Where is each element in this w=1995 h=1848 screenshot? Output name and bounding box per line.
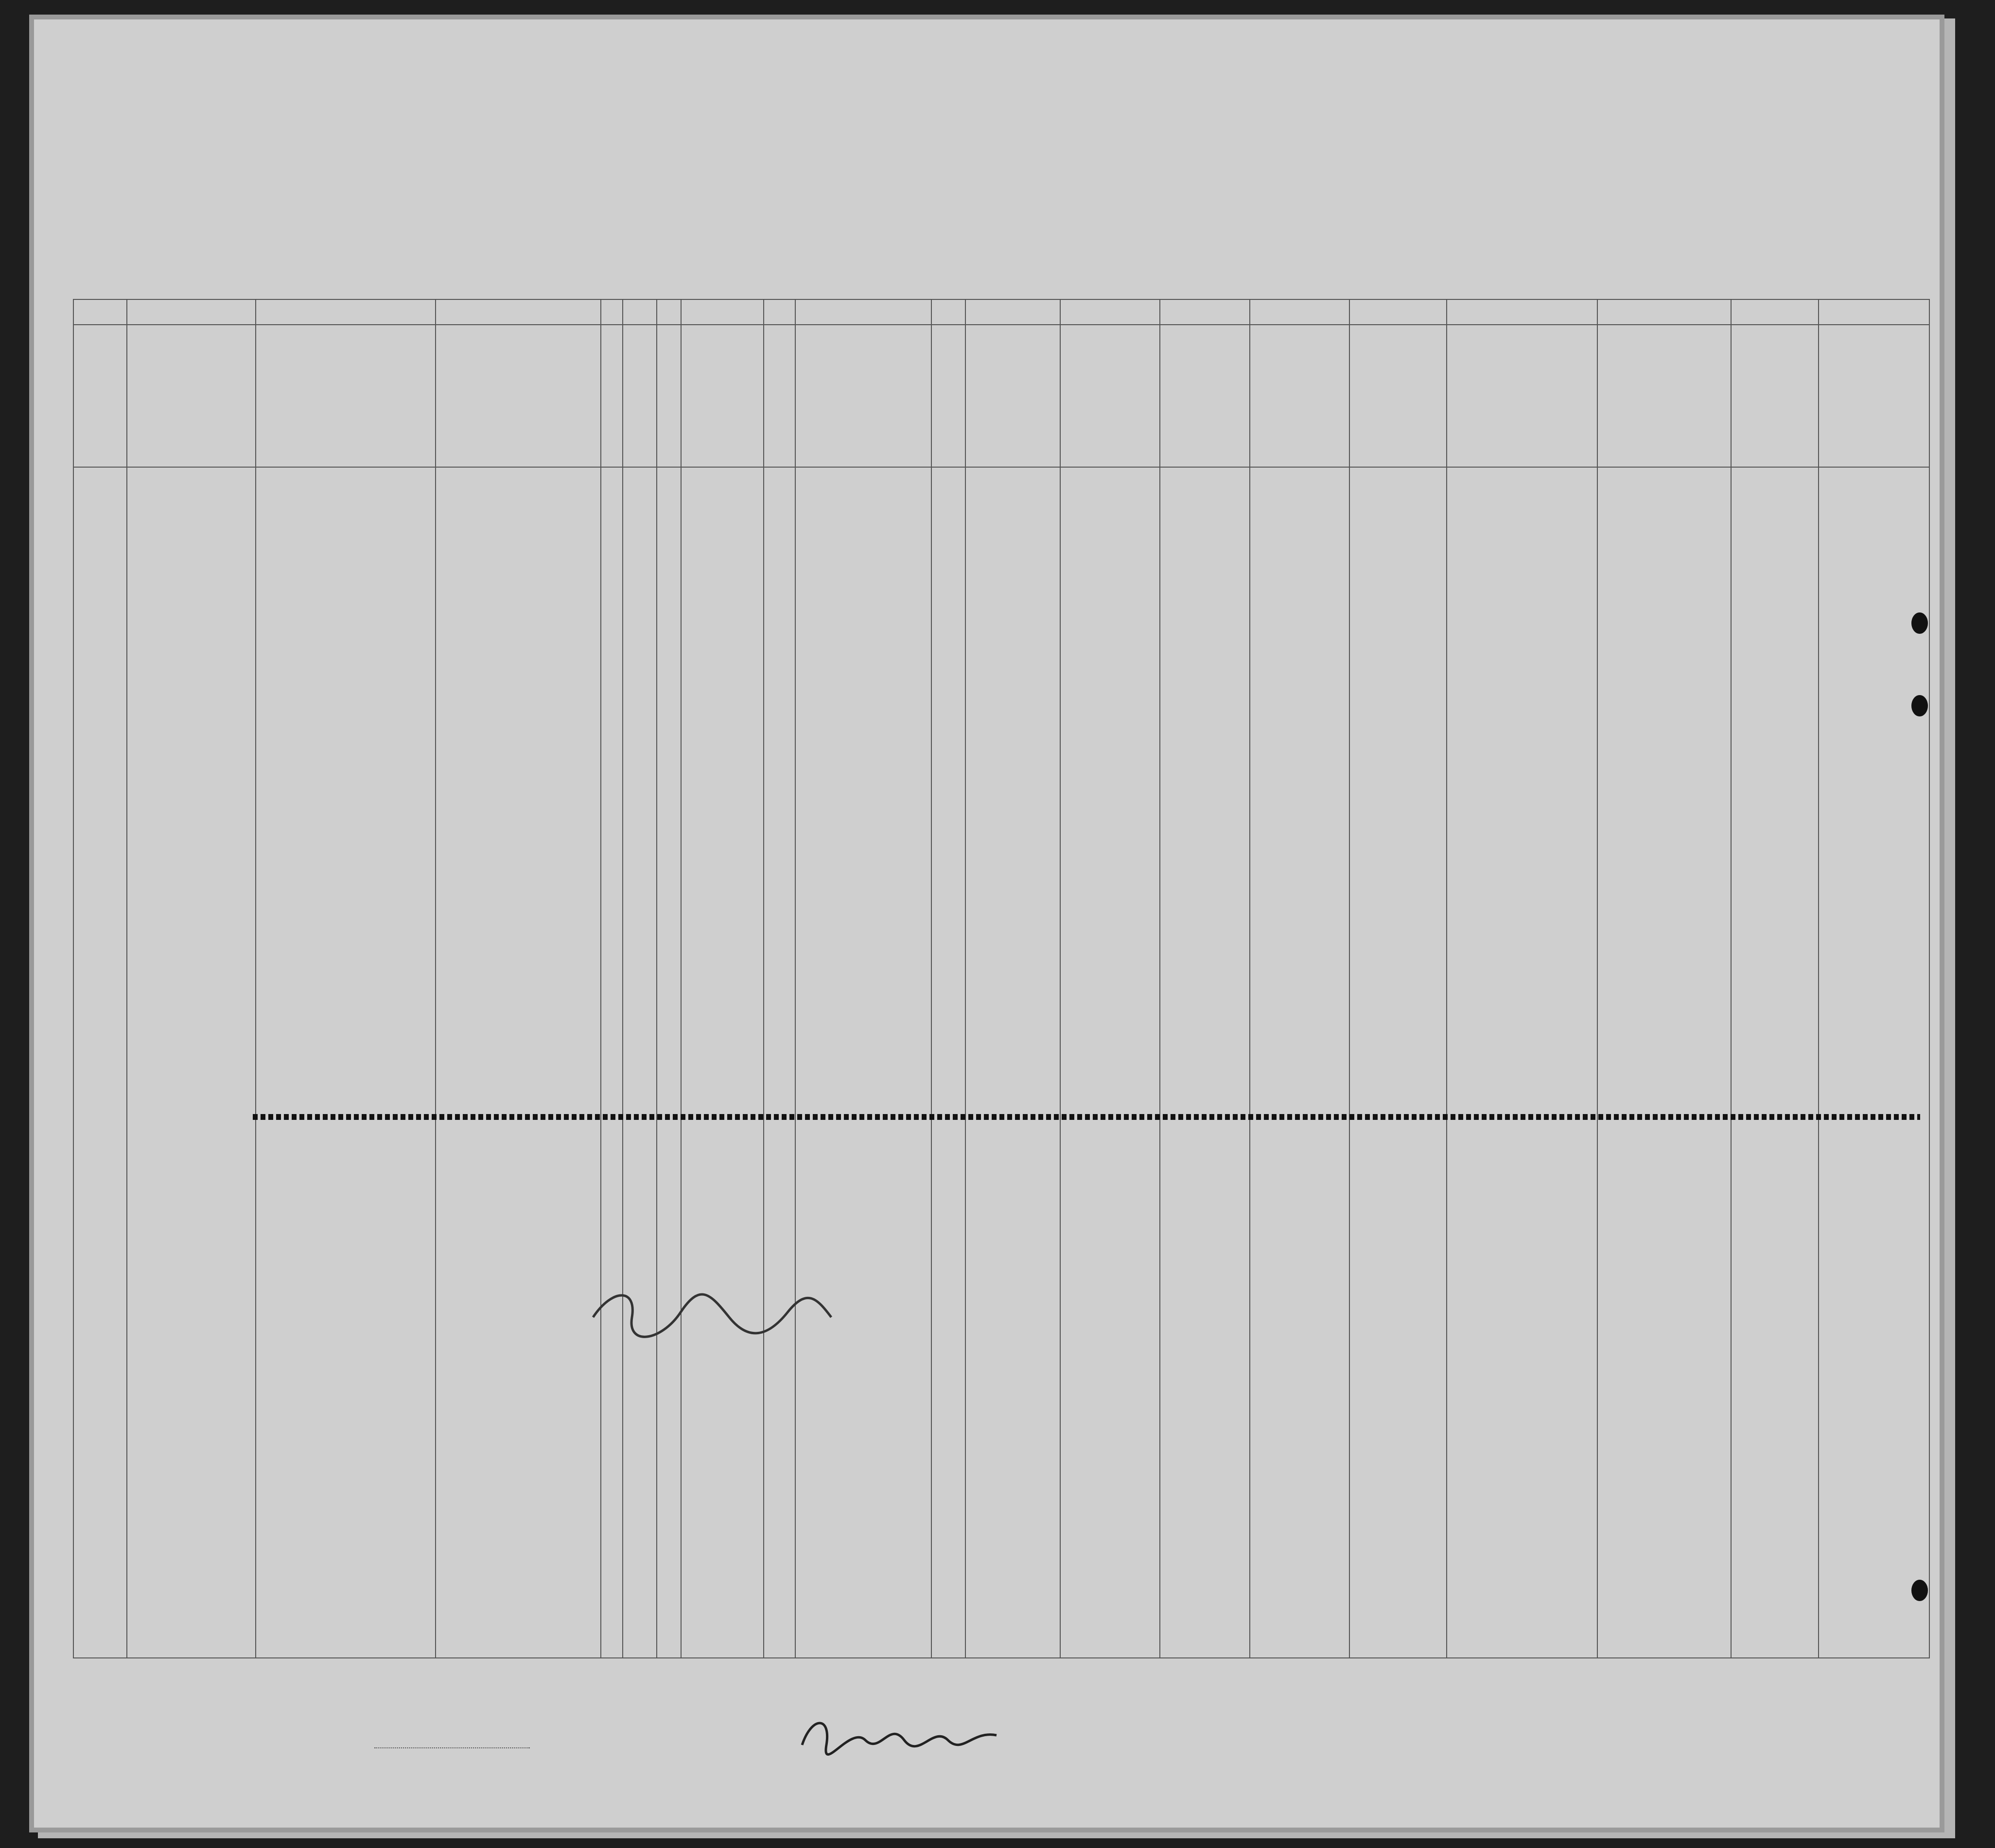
table-row <box>34 764 1891 802</box>
totals-divider <box>374 1747 530 1748</box>
table-row <box>34 915 1891 953</box>
purser-signature <box>797 1711 1001 1772</box>
scribble-icon <box>583 1283 836 1351</box>
binder-hole <box>1911 612 1928 634</box>
table-row <box>34 1105 1891 1143</box>
table-row <box>34 1067 1891 1105</box>
table-row <box>34 1029 1891 1067</box>
table-row <box>34 498 1891 536</box>
table-row <box>34 991 1891 1029</box>
struck-row-line <box>253 1114 1920 1120</box>
binder-hole <box>1911 1580 1928 1601</box>
table-row <box>34 953 1891 991</box>
table-row <box>34 612 1891 650</box>
table-row <box>34 877 1891 915</box>
table-row <box>34 574 1891 612</box>
ship-line <box>530 248 962 281</box>
handwritten-mark <box>583 1283 836 1360</box>
manifest-sheet <box>34 19 1940 1828</box>
table-row <box>34 802 1891 839</box>
binder-hole <box>1911 695 1928 716</box>
table-row <box>34 650 1891 688</box>
table-row <box>34 726 1891 764</box>
signature-icon <box>797 1711 1001 1764</box>
table-row <box>34 688 1891 726</box>
table-row <box>34 839 1891 877</box>
table-row <box>34 1143 1891 1181</box>
table-row <box>34 536 1891 574</box>
